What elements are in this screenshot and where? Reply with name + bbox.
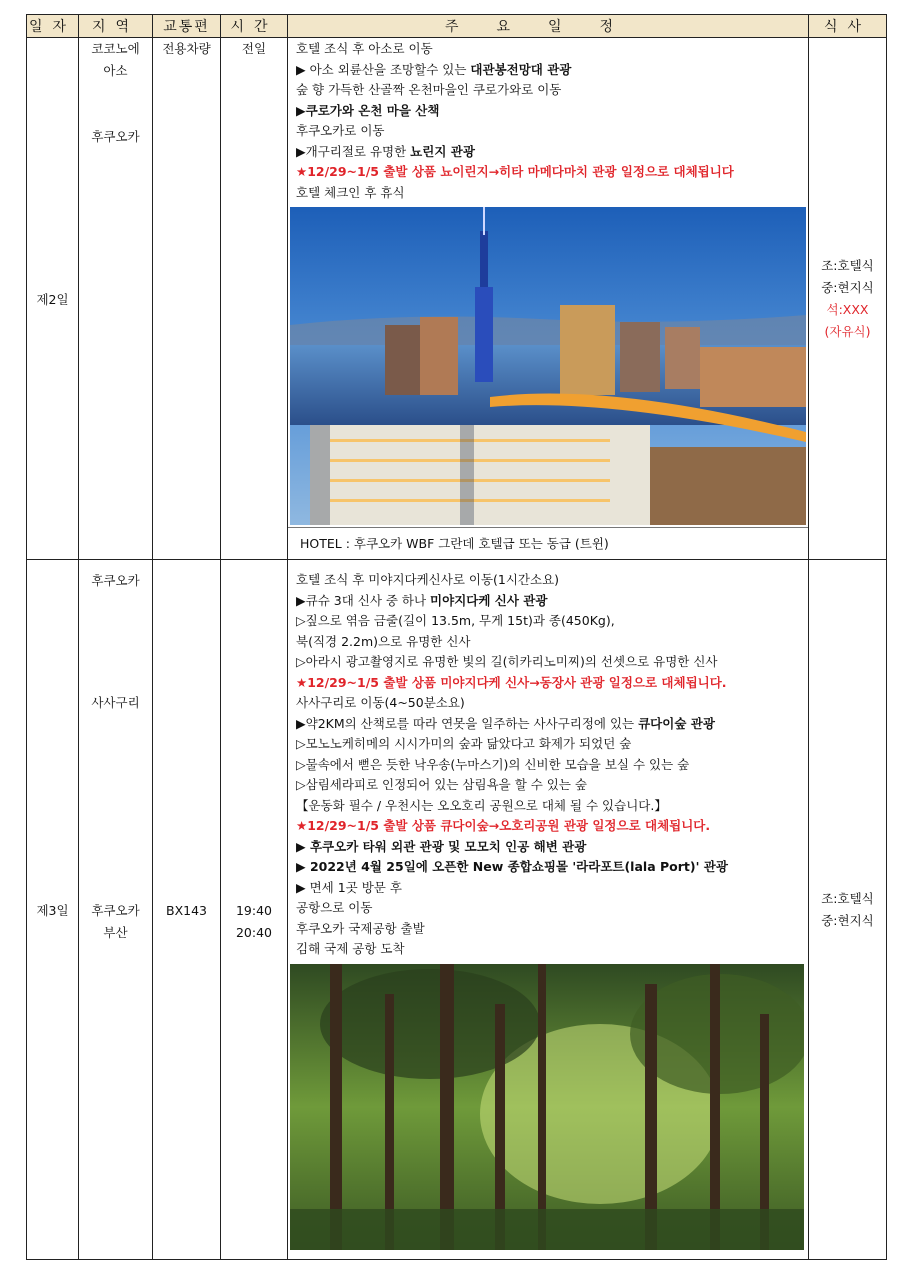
departure-time: 19:40 [235, 903, 273, 918]
header-transport: 교통편 [153, 15, 221, 38]
region: 사사구리 [91, 695, 140, 710]
meal-lunch: 중:현지식 [821, 912, 874, 928]
schedule-line [296, 775, 808, 796]
schedule-line [296, 755, 808, 776]
region: 코코노에 [91, 41, 140, 56]
schedule-text: 후쿠오카로 이동 [296, 123, 385, 138]
schedule-text: 숲 향 가득한 산골짝 온천마을인 쿠로가와로 이동 [296, 82, 562, 97]
schedule-line [296, 878, 808, 899]
day2-transport: 전용차량 [153, 38, 221, 560]
schedule-line [296, 162, 808, 183]
fukuoka-city-night-photo [290, 207, 806, 525]
region: 후쿠오카 [91, 573, 140, 588]
flight-number: BX143 [166, 903, 207, 918]
schedule-notice: ★12/29~1/5 출발 상품 큐다이숲→오호리공원 관광 일정으로 대체됩니다. [296, 818, 711, 833]
schedule-text: ▷모노노케히메의 시시가미의 숲과 닮았다고 화제가 되었던 숲 [296, 736, 632, 751]
schedule-line [296, 652, 808, 673]
arrival-time: 20:40 [235, 925, 273, 940]
day3-schedule [288, 560, 809, 1260]
day3-lines [288, 560, 808, 960]
day3-row [27, 560, 887, 1260]
schedule-line [296, 183, 808, 204]
schedule-highlight: 대관봉전망대 관광 [470, 61, 572, 77]
schedule-text: ▷아라시 광고촬영지로 유명한 빛의 길(히카리노미찌)의 선셋으로 유명한 신사 [296, 654, 718, 669]
schedule-text: 후쿠오카 국제공항 출발 [296, 920, 425, 936]
schedule-line [296, 142, 808, 163]
schedule-text: ▷물속에서 뻗은 듯한 낙우송(누마스기)의 신비한 모습을 보실 수 있는 숲 [296, 756, 690, 772]
schedule-line [296, 714, 808, 735]
schedule-line [296, 837, 808, 858]
schedule-text: ▶큐슈 3대 신사 중 하나 [296, 592, 431, 608]
meal-breakfast: 조:호텔식 [821, 257, 874, 273]
schedule-line [296, 898, 808, 919]
schedule-text: 김해 국제 공항 도착 [296, 941, 405, 956]
day2-lines [288, 38, 808, 203]
day2-time: 전일 [221, 38, 288, 560]
region: 아소 [103, 63, 128, 78]
schedule-line [296, 611, 808, 632]
schedule-text: ▶약2KM의 산책로를 따라 연못을 일주하는 사사구리정에 있는 [296, 715, 639, 731]
day2-row [27, 38, 887, 560]
schedule-line [296, 39, 808, 60]
itinerary-table [26, 14, 887, 1260]
schedule-line [296, 60, 808, 81]
meal-dinner: 석:XXX [826, 301, 869, 317]
schedule-text: 호텔 조식 후 미야지다케신사로 이동(1시간소요) [296, 572, 560, 587]
header-region: 지역 [79, 15, 153, 38]
region: 후쿠오카 [91, 903, 140, 918]
schedule-text: 사사구리로 이동(4~50분소요) [296, 695, 465, 710]
region: 부산 [103, 925, 128, 940]
schedule-highlight: 뇨린지 관광 [410, 143, 475, 159]
schedule-line [296, 693, 808, 714]
schedule-line [296, 857, 808, 878]
day3-regions [79, 560, 153, 1260]
schedule-text: 공항으로 이동 [296, 900, 373, 915]
schedule-line [296, 80, 808, 101]
schedule-line [296, 919, 808, 940]
schedule-text: 호텔 조식 후 아소로 이동 [296, 41, 433, 56]
forest-photo [290, 964, 804, 1250]
schedule-line [296, 591, 808, 612]
day3-transport [153, 560, 221, 1260]
schedule-text: ▶개구리절로 유명한 [296, 143, 411, 159]
header-meal: 식사 [809, 15, 887, 38]
schedule-text: 호텔 체크인 후 휴식 [296, 184, 405, 200]
schedule-highlight: ▶ 후쿠오카 타워 외관 관광 및 모모치 인공 해변 관광 [296, 838, 587, 854]
schedule-line [296, 121, 808, 142]
header-row [27, 15, 887, 38]
schedule-text: 【운동화 필수 / 우천시는 오오호리 공원으로 대체 될 수 있습니다.】 [296, 797, 667, 813]
schedule-line [296, 796, 808, 817]
schedule-line [296, 939, 808, 960]
schedule-line [296, 570, 808, 591]
schedule-notice: ★12/29~1/5 출발 상품 뇨이린지→히타 마메다마치 관광 일정으로 대체됩니다 [296, 164, 734, 179]
schedule-notice: ★12/29~1/5 출발 상품 미야지다케 신사→동장사 관광 일정으로 대체됩니다. [296, 674, 727, 690]
schedule-text: ▶ 면세 1곳 방문 후 [296, 879, 402, 895]
day3-meals [809, 560, 887, 1260]
day2-label: 제2일 [27, 38, 79, 560]
day2-schedule [288, 38, 809, 560]
day2-regions [79, 38, 153, 560]
meal-breakfast: 조:호텔식 [821, 890, 874, 906]
header-day: 일자 [27, 15, 79, 38]
meal-lunch: 중:현지식 [821, 279, 874, 295]
schedule-text: ▷삼림세라피로 인정되어 있는 삼림욕을 할 수 있는 숲 [296, 777, 588, 792]
schedule-line [296, 673, 808, 694]
header-schedule: 주요일정 [288, 15, 809, 38]
meal-dinner-note: (자유식) [824, 323, 871, 339]
header-time: 시간 [221, 15, 288, 38]
day3-times [221, 560, 288, 1260]
schedule-highlight: 미야지다케 신사 관광 [430, 592, 548, 608]
schedule-highlight: 큐다이숲 관광 [638, 715, 715, 731]
schedule-line [296, 816, 808, 837]
schedule-text: ▶ 아소 외륜산을 조망할수 있는 [296, 61, 471, 77]
schedule-text: 북(직경 2.2m)으로 유명한 신사 [296, 633, 471, 649]
schedule-highlight: ▶ 2022년 4월 25일에 오픈한 New 종합쇼핑몰 '라라포트(lala Port)' 관광 [296, 859, 728, 874]
hotel-info: HOTEL : 후쿠오카 WBF 그란데 호텔급 또는 동급 (트윈) [288, 527, 808, 559]
schedule-line [296, 101, 808, 122]
schedule-text: ▷짚으로 엮음 금줄(길이 13.5m, 무게 15t)과 종(450Kg), [296, 613, 615, 628]
day2-meals [809, 38, 887, 560]
schedule-line [296, 734, 808, 755]
schedule-line [296, 632, 808, 653]
day3-label: 제3일 [27, 560, 79, 1260]
schedule-highlight: ▶쿠로가와 온천 마을 산책 [296, 102, 440, 118]
region: 후쿠오카 [91, 129, 140, 144]
